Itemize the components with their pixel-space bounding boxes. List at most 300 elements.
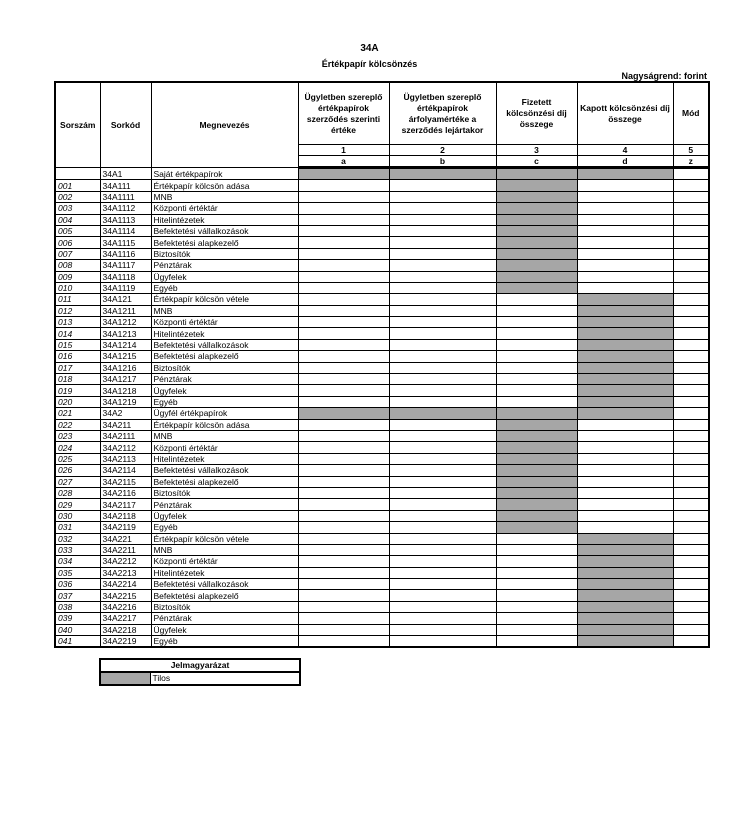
value-cell-2[interactable] (389, 271, 496, 282)
forbidden-cell (577, 601, 673, 612)
forbidden-cell (577, 305, 673, 316)
table-row (55, 533, 709, 544)
table-row (55, 499, 709, 510)
value-cell-5[interactable] (673, 180, 709, 191)
col-header-1: Ügyletben szereplő értékpapírok szerződés szerinti értéke (298, 82, 389, 145)
table-row (55, 317, 709, 328)
value-cell-3[interactable] (496, 396, 577, 407)
value-cell-2[interactable] (389, 214, 496, 225)
row-sorszam: 015 (55, 339, 100, 350)
row-sorszam: 020 (55, 396, 100, 407)
value-cell-5[interactable] (673, 624, 709, 635)
value-cell-3[interactable] (496, 294, 577, 305)
row-sorszam: 031 (55, 522, 100, 533)
forbidden-cell (496, 487, 577, 498)
forbidden-cell (496, 476, 577, 487)
row-sorszam: 032 (55, 533, 100, 544)
value-cell-4[interactable] (577, 214, 673, 225)
value-cell-5[interactable] (673, 294, 709, 305)
col-header-4: Kapott kölcsönzési díj összege (577, 82, 673, 145)
table-row (55, 579, 709, 590)
value-cell-5[interactable] (673, 636, 709, 648)
value-cell-5[interactable] (673, 522, 709, 533)
value-cell-4[interactable] (577, 430, 673, 441)
forbidden-cell (298, 408, 389, 419)
value-cell-1[interactable] (298, 339, 389, 350)
value-cell-4[interactable] (577, 248, 673, 259)
form-title: Értékpapír kölcsönzés (321, 59, 418, 69)
forbidden-cell (496, 260, 577, 271)
row-megnevezes: Hitelintézetek (151, 453, 298, 464)
value-cell-5[interactable] (673, 305, 709, 316)
value-cell-4[interactable] (577, 191, 673, 202)
row-sorkod: 34A1211 (100, 305, 151, 316)
row-sorkod: 34A1216 (100, 362, 151, 373)
value-cell-2[interactable] (389, 556, 496, 567)
value-cell-2[interactable] (389, 453, 496, 464)
row-sorszam: 033 (55, 544, 100, 555)
table-row (55, 636, 709, 648)
value-cell-1[interactable] (298, 567, 389, 578)
value-cell-1[interactable] (298, 374, 389, 385)
value-cell-2[interactable] (389, 396, 496, 407)
value-cell-3[interactable] (496, 339, 577, 350)
value-cell-4[interactable] (577, 465, 673, 476)
row-sorkod: 34A2114 (100, 465, 151, 476)
forbidden-cell (496, 248, 577, 259)
value-cell-1[interactable] (298, 624, 389, 635)
row-sorkod: 34A111 (100, 180, 151, 191)
value-cell-5[interactable] (673, 579, 709, 590)
table-row (55, 476, 709, 487)
row-megnevezes: Befektetési vállalkozások (151, 465, 298, 476)
table-row (55, 351, 709, 362)
value-cell-5[interactable] (673, 510, 709, 521)
value-cell-1[interactable] (298, 396, 389, 407)
row-megnevezes: Biztosítók (151, 487, 298, 498)
forbidden-cell (577, 533, 673, 544)
value-cell-5[interactable] (673, 465, 709, 476)
value-cell-2[interactable] (389, 522, 496, 533)
value-cell-2[interactable] (389, 476, 496, 487)
value-cell-4[interactable] (577, 180, 673, 191)
value-cell-5[interactable] (673, 613, 709, 624)
value-cell-1[interactable] (298, 430, 389, 441)
value-cell-2[interactable] (389, 624, 496, 635)
value-cell-5[interactable] (673, 168, 709, 180)
value-cell-5[interactable] (673, 590, 709, 601)
row-sorszam: 011 (55, 294, 100, 305)
row-sorkod: 34A2117 (100, 499, 151, 510)
value-cell-1[interactable] (298, 328, 389, 339)
value-cell-3[interactable] (496, 385, 577, 396)
value-cell-4[interactable] (577, 237, 673, 248)
value-cell-2[interactable] (389, 533, 496, 544)
row-megnevezes: Ügyfelek (151, 385, 298, 396)
row-megnevezes: Egyéb (151, 282, 298, 293)
value-cell-3[interactable] (496, 636, 577, 648)
value-cell-5[interactable] (673, 487, 709, 498)
value-cell-5[interactable] (673, 544, 709, 555)
row-megnevezes: Hitelintézetek (151, 328, 298, 339)
value-cell-4[interactable] (577, 225, 673, 236)
col-number: 5 (673, 145, 709, 156)
value-cell-4[interactable] (577, 510, 673, 521)
value-cell-4[interactable] (577, 282, 673, 293)
value-cell-2[interactable] (389, 590, 496, 601)
table-row (55, 408, 709, 419)
value-cell-5[interactable] (673, 430, 709, 441)
value-cell-2[interactable] (389, 419, 496, 430)
value-cell-5[interactable] (673, 396, 709, 407)
value-cell-2[interactable] (389, 601, 496, 612)
table-row (55, 442, 709, 453)
value-cell-3[interactable] (496, 328, 577, 339)
value-cell-5[interactable] (673, 476, 709, 487)
row-sorszam: 014 (55, 328, 100, 339)
value-cell-3[interactable] (496, 362, 577, 373)
value-cell-2[interactable] (389, 465, 496, 476)
value-cell-1[interactable] (298, 271, 389, 282)
row-megnevezes: Értékpapír kölcsön vétele (151, 533, 298, 544)
value-cell-1[interactable] (298, 476, 389, 487)
value-cell-1[interactable] (298, 203, 389, 214)
value-cell-2[interactable] (389, 282, 496, 293)
value-cell-1[interactable] (298, 556, 389, 567)
value-cell-4[interactable] (577, 453, 673, 464)
row-sorszam: 026 (55, 465, 100, 476)
value-cell-5[interactable] (673, 203, 709, 214)
value-cell-3[interactable] (496, 556, 577, 567)
value-cell-5[interactable] (673, 499, 709, 510)
row-sorszam: 041 (55, 636, 100, 648)
col-header-sorkod: Sorkód (100, 82, 151, 168)
value-cell-1[interactable] (298, 282, 389, 293)
row-sorszam: 039 (55, 613, 100, 624)
value-cell-2[interactable] (389, 180, 496, 191)
table-body (55, 168, 709, 648)
row-sorszam: 030 (55, 510, 100, 521)
value-cell-3[interactable] (496, 613, 577, 624)
value-cell-4[interactable] (577, 203, 673, 214)
value-cell-1[interactable] (298, 362, 389, 373)
value-cell-4[interactable] (577, 522, 673, 533)
value-cell-5[interactable] (673, 328, 709, 339)
value-cell-1[interactable] (298, 248, 389, 259)
value-cell-1[interactable] (298, 351, 389, 362)
forbidden-cell (496, 168, 577, 180)
row-megnevezes: Biztosítók (151, 362, 298, 373)
row-sorszam: 023 (55, 430, 100, 441)
value-cell-1[interactable] (298, 260, 389, 271)
value-cell-1[interactable] (298, 636, 389, 648)
value-cell-5[interactable] (673, 374, 709, 385)
value-cell-2[interactable] (389, 510, 496, 521)
forbidden-cell (577, 294, 673, 305)
value-cell-1[interactable] (298, 465, 389, 476)
value-cell-2[interactable] (389, 328, 496, 339)
value-cell-2[interactable] (389, 248, 496, 259)
row-sorszam: 007 (55, 248, 100, 259)
value-cell-2[interactable] (389, 499, 496, 510)
row-sorszam: 021 (55, 408, 100, 419)
col-letter: b (389, 156, 496, 168)
forbidden-cell (577, 168, 673, 180)
table-row (55, 567, 709, 578)
row-sorkod: 34A1113 (100, 214, 151, 225)
value-cell-2[interactable] (389, 351, 496, 362)
forbidden-cell (496, 453, 577, 464)
value-cell-3[interactable] (496, 590, 577, 601)
value-cell-5[interactable] (673, 339, 709, 350)
col-number: 4 (577, 145, 673, 156)
forbidden-cell (496, 180, 577, 191)
row-sorkod: 34A1115 (100, 237, 151, 248)
value-cell-2[interactable] (389, 317, 496, 328)
value-cell-5[interactable] (673, 225, 709, 236)
value-cell-5[interactable] (673, 419, 709, 430)
value-cell-5[interactable] (673, 362, 709, 373)
row-megnevezes: Értékpapír kölcsön adása (151, 419, 298, 430)
table-row (55, 544, 709, 555)
row-megnevezes: Biztosítók (151, 248, 298, 259)
value-cell-1[interactable] (298, 385, 389, 396)
row-sorkod: 34A1215 (100, 351, 151, 362)
value-cell-1[interactable] (298, 499, 389, 510)
value-cell-1[interactable] (298, 590, 389, 601)
value-cell-2[interactable] (389, 305, 496, 316)
value-cell-1[interactable] (298, 214, 389, 225)
row-sorkod: 34A211 (100, 419, 151, 430)
value-cell-1[interactable] (298, 191, 389, 202)
row-sorkod: 34A1114 (100, 225, 151, 236)
value-cell-1[interactable] (298, 305, 389, 316)
row-sorszam: 025 (55, 453, 100, 464)
table-row (55, 522, 709, 533)
value-cell-2[interactable] (389, 385, 496, 396)
value-cell-2[interactable] (389, 225, 496, 236)
value-cell-2[interactable] (389, 442, 496, 453)
row-sorkod: 34A2118 (100, 510, 151, 521)
forbidden-cell (496, 510, 577, 521)
row-sorszam: 018 (55, 374, 100, 385)
table-row (55, 385, 709, 396)
value-cell-2[interactable] (389, 430, 496, 441)
value-cell-1[interactable] (298, 419, 389, 430)
value-cell-2[interactable] (389, 260, 496, 271)
value-cell-1[interactable] (298, 544, 389, 555)
value-cell-3[interactable] (496, 374, 577, 385)
value-cell-5[interactable] (673, 282, 709, 293)
value-cell-1[interactable] (298, 579, 389, 590)
value-cell-3[interactable] (496, 533, 577, 544)
row-sorkod: 34A1119 (100, 282, 151, 293)
value-cell-2[interactable] (389, 237, 496, 248)
value-cell-5[interactable] (673, 533, 709, 544)
value-cell-5[interactable] (673, 408, 709, 419)
value-cell-4[interactable] (577, 260, 673, 271)
row-sorszam: 010 (55, 282, 100, 293)
row-sorszam: 040 (55, 624, 100, 635)
table-row (55, 465, 709, 476)
value-cell-4[interactable] (577, 476, 673, 487)
row-megnevezes: Befektetési alapkezelő (151, 237, 298, 248)
forbidden-cell (496, 442, 577, 453)
value-cell-5[interactable] (673, 567, 709, 578)
report-table (54, 81, 710, 648)
value-cell-1[interactable] (298, 180, 389, 191)
table-row (55, 453, 709, 464)
row-sorszam: 005 (55, 225, 100, 236)
table-row (55, 225, 709, 236)
forbidden-cell (577, 636, 673, 648)
value-cell-5[interactable] (673, 237, 709, 248)
table-row (55, 214, 709, 225)
forbidden-cell (577, 351, 673, 362)
row-sorszam: 037 (55, 590, 100, 601)
value-cell-1[interactable] (298, 601, 389, 612)
legend-title: Jelmagyarázat (100, 659, 300, 672)
value-cell-1[interactable] (298, 613, 389, 624)
forbidden-cell (496, 214, 577, 225)
value-cell-1[interactable] (298, 225, 389, 236)
value-cell-3[interactable] (496, 305, 577, 316)
value-cell-2[interactable] (389, 374, 496, 385)
value-cell-3[interactable] (496, 567, 577, 578)
value-cell-5[interactable] (673, 271, 709, 282)
row-sorszam: 008 (55, 260, 100, 271)
value-cell-4[interactable] (577, 419, 673, 430)
value-cell-2[interactable] (389, 362, 496, 373)
row-sorkod: 34A2213 (100, 567, 151, 578)
value-cell-1[interactable] (298, 294, 389, 305)
row-sorszam: 029 (55, 499, 100, 510)
value-cell-5[interactable] (673, 385, 709, 396)
value-cell-5[interactable] (673, 453, 709, 464)
table-row (55, 339, 709, 350)
row-sorszam: 016 (55, 351, 100, 362)
col-letter: z (673, 156, 709, 168)
value-cell-5[interactable] (673, 317, 709, 328)
value-cell-2[interactable] (389, 579, 496, 590)
value-cell-3[interactable] (496, 579, 577, 590)
value-cell-2[interactable] (389, 203, 496, 214)
value-cell-4[interactable] (577, 442, 673, 453)
value-cell-3[interactable] (496, 317, 577, 328)
value-cell-4[interactable] (577, 487, 673, 498)
value-cell-5[interactable] (673, 556, 709, 567)
row-sorkod: 34A2116 (100, 487, 151, 498)
forbidden-cell (389, 408, 496, 419)
table-row (55, 374, 709, 385)
value-cell-1[interactable] (298, 442, 389, 453)
form-code: 34A (360, 43, 379, 54)
value-cell-2[interactable] (389, 613, 496, 624)
value-cell-2[interactable] (389, 191, 496, 202)
value-cell-5[interactable] (673, 214, 709, 225)
value-cell-2[interactable] (389, 636, 496, 648)
value-cell-4[interactable] (577, 271, 673, 282)
row-sorkod: 34A2211 (100, 544, 151, 555)
value-cell-2[interactable] (389, 294, 496, 305)
value-cell-5[interactable] (673, 191, 709, 202)
value-cell-3[interactable] (496, 624, 577, 635)
value-cell-3[interactable] (496, 544, 577, 555)
forbidden-cell (577, 328, 673, 339)
value-cell-2[interactable] (389, 487, 496, 498)
value-cell-5[interactable] (673, 601, 709, 612)
value-cell-5[interactable] (673, 248, 709, 259)
value-cell-1[interactable] (298, 317, 389, 328)
row-sorkod: 34A2 (100, 408, 151, 419)
forbidden-cell (577, 317, 673, 328)
row-megnevezes: Befektetési vállalkozások (151, 339, 298, 350)
forbidden-cell (577, 544, 673, 555)
table-row (55, 430, 709, 441)
row-megnevezes: Ügyfelek (151, 624, 298, 635)
row-sorkod: 34A2217 (100, 613, 151, 624)
value-cell-5[interactable] (673, 442, 709, 453)
row-sorkod: 34A2219 (100, 636, 151, 648)
value-cell-4[interactable] (577, 499, 673, 510)
value-cell-1[interactable] (298, 237, 389, 248)
col-number: 3 (496, 145, 577, 156)
value-cell-1[interactable] (298, 510, 389, 521)
row-sorszam: 022 (55, 419, 100, 430)
forbidden-cell (577, 613, 673, 624)
forbidden-cell (496, 282, 577, 293)
forbidden-cell (577, 396, 673, 407)
forbidden-cell (577, 590, 673, 601)
forbidden-cell (496, 419, 577, 430)
row-sorszam (55, 168, 100, 180)
col-letter: d (577, 156, 673, 168)
forbidden-cell (496, 225, 577, 236)
forbidden-cell (496, 522, 577, 533)
col-number: 2 (389, 145, 496, 156)
value-cell-1[interactable] (298, 522, 389, 533)
row-sorkod: 34A2214 (100, 579, 151, 590)
value-cell-3[interactable] (496, 601, 577, 612)
forbidden-cell (496, 271, 577, 282)
forbidden-cell (577, 408, 673, 419)
table-row (55, 180, 709, 191)
col-header-sorszam: Sorszám (55, 82, 100, 168)
value-cell-1[interactable] (298, 487, 389, 498)
value-cell-2[interactable] (389, 544, 496, 555)
value-cell-1[interactable] (298, 533, 389, 544)
row-megnevezes: MNB (151, 430, 298, 441)
value-cell-5[interactable] (673, 351, 709, 362)
row-sorkod: 34A2115 (100, 476, 151, 487)
value-cell-1[interactable] (298, 453, 389, 464)
value-cell-5[interactable] (673, 260, 709, 271)
row-sorszam: 034 (55, 556, 100, 567)
row-sorkod: 34A1213 (100, 328, 151, 339)
forbidden-cell (496, 237, 577, 248)
row-megnevezes: Központi értéktár (151, 203, 298, 214)
row-sorkod: 34A2113 (100, 453, 151, 464)
row-sorkod: 34A2212 (100, 556, 151, 567)
value-cell-2[interactable] (389, 567, 496, 578)
value-cell-3[interactable] (496, 351, 577, 362)
row-sorkod: 34A1 (100, 168, 151, 180)
col-header-2: Ügyletben szereplő értékpapírok árfolyamértéke a szerződés lejártakor (389, 82, 496, 145)
legend-swatch (100, 672, 150, 685)
table-row (55, 191, 709, 202)
value-cell-2[interactable] (389, 339, 496, 350)
table-row (55, 260, 709, 271)
